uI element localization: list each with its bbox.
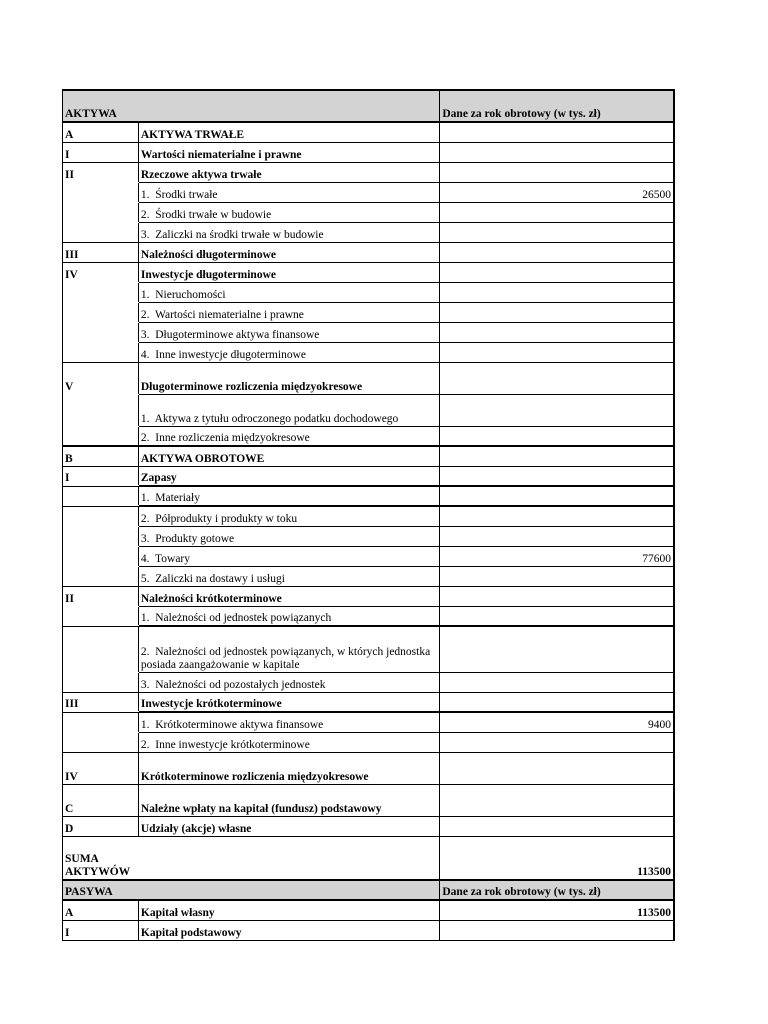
- row-label: Kapitał podstawowy: [139, 921, 441, 940]
- row-code: D: [63, 817, 139, 836]
- row-value: [440, 567, 675, 586]
- row-label: 1. Aktywa z tytułu odroczonego podatku dochodowego: [139, 395, 441, 426]
- row-value: [440, 123, 675, 142]
- pasywa-value-header: Dane za rok obrotowy (w tys. zł): [440, 881, 675, 899]
- row-label: 3. Zaliczki na środki trwałe w budowie: [139, 223, 441, 242]
- row-code: I: [63, 921, 139, 940]
- row-label: Długoterminowe rozliczenia międzyokresowe: [139, 363, 441, 394]
- table-row: [63, 753, 675, 785]
- suma-aktywow-label: SUMA AKTYWÓW: [63, 837, 440, 879]
- row-label: 2. Środki trwałe w budowie: [139, 203, 441, 222]
- row-label: 1. Środki trwałe: [139, 183, 441, 202]
- table-row: [63, 263, 675, 283]
- table-row: [63, 901, 675, 921]
- row-value: 113500: [440, 901, 675, 920]
- row-label: AKTYWA OBROTOWE: [139, 447, 441, 466]
- table-row: [63, 921, 675, 941]
- row-code: [63, 223, 139, 242]
- row-value: [440, 627, 675, 672]
- aktywa-header-row: [63, 91, 675, 123]
- aktywa-header-label: AKTYWA: [63, 91, 440, 121]
- row-code: [63, 607, 139, 625]
- table-row: [63, 183, 675, 203]
- table-row: [63, 713, 675, 733]
- row-label: 1. Krótkoterminowe aktywa finansowe: [139, 713, 441, 732]
- table-row: [63, 487, 675, 507]
- row-label: AKTYWA TRWAŁE: [139, 123, 441, 142]
- row-label: 3. Długoterminowe aktywa finansowe: [139, 323, 441, 342]
- row-value: [440, 203, 675, 222]
- row-code: [63, 283, 139, 302]
- row-code: [63, 567, 139, 586]
- row-code: [63, 395, 139, 426]
- row-label: Krótkoterminowe rozliczenia międzyokresowe: [139, 753, 441, 784]
- row-value: [440, 527, 675, 546]
- table-row: [63, 587, 675, 607]
- row-value: [440, 487, 675, 505]
- row-value: 77600: [440, 547, 675, 566]
- row-label: Kapitał własny: [139, 901, 441, 920]
- row-label: 3. Produkty gotowe: [139, 527, 441, 546]
- row-value: 9400: [440, 713, 675, 732]
- table-row: [63, 693, 675, 713]
- row-label: Inwestycje długoterminowe: [139, 263, 441, 282]
- row-value: [440, 447, 675, 466]
- row-value: [440, 817, 675, 836]
- row-code: III: [63, 243, 139, 262]
- row-code: [63, 713, 139, 732]
- row-label: 4. Towary: [139, 547, 441, 566]
- row-value: [440, 143, 675, 162]
- table-row: [63, 395, 675, 427]
- table-row: [63, 785, 675, 817]
- row-code: B: [63, 447, 139, 466]
- row-value: [440, 223, 675, 242]
- row-value: [440, 733, 675, 752]
- row-value: [440, 263, 675, 282]
- row-code: II: [63, 587, 139, 606]
- row-value: [440, 753, 675, 784]
- row-code: C: [63, 785, 139, 816]
- row-code: [63, 303, 139, 322]
- row-value: [440, 243, 675, 262]
- row-value: [440, 673, 675, 692]
- row-label: 1. Należności od jednostek powiązanych: [139, 607, 441, 625]
- table-row: [63, 733, 675, 753]
- table-row: [63, 163, 675, 183]
- row-value: [440, 283, 675, 302]
- row-value: [440, 395, 675, 426]
- row-code: [63, 323, 139, 342]
- table-row: [63, 527, 675, 547]
- row-label: 4. Inne inwestycje długoterminowe: [139, 343, 441, 362]
- row-code: [63, 343, 139, 362]
- row-code: [63, 733, 139, 752]
- table-row: [63, 427, 675, 447]
- row-value: [440, 921, 675, 940]
- row-code: [63, 547, 139, 566]
- row-label: Wartości niematerialne i prawne: [139, 143, 441, 162]
- row-label: Należności krótkoterminowe: [139, 587, 441, 606]
- pasywa-header-label: PASYWA: [63, 881, 440, 899]
- row-code: A: [63, 901, 139, 920]
- row-code: III: [63, 693, 139, 711]
- row-code: V: [63, 363, 139, 394]
- row-label: 1. Nieruchomości: [139, 283, 441, 302]
- row-value: [440, 343, 675, 362]
- table-row: [63, 817, 675, 837]
- balance-sheet: [62, 89, 675, 941]
- row-value: [440, 363, 675, 394]
- row-value: [440, 587, 675, 606]
- table-row: [63, 547, 675, 567]
- row-label: 2. Inne inwestycje krótkoterminowe: [139, 733, 441, 752]
- row-code: [63, 627, 139, 672]
- row-label: 5. Zaliczki na dostawy i usługi: [139, 567, 441, 586]
- table-row: [63, 567, 675, 587]
- row-label: 1. Materiały: [139, 487, 441, 505]
- table-row: [63, 283, 675, 303]
- table-row: [63, 507, 675, 527]
- row-label: Inwestycje krótkoterminowe: [139, 693, 441, 711]
- row-value: [440, 507, 675, 526]
- row-value: [440, 607, 675, 625]
- row-label: 3. Należności od pozostałych jednostek: [139, 673, 441, 692]
- table-row: [63, 203, 675, 223]
- table-row: [63, 627, 675, 673]
- row-value: [440, 323, 675, 342]
- row-value: 26500: [440, 183, 675, 202]
- table-row: [63, 223, 675, 243]
- table-row: [63, 243, 675, 263]
- table-row: [63, 363, 675, 395]
- row-label: Należne wpłaty na kapitał (fundusz) podstawowy: [139, 785, 441, 816]
- row-code: A: [63, 123, 139, 142]
- table-row: [63, 303, 675, 323]
- row-label: 2. Półprodukty i produkty w toku: [139, 507, 441, 526]
- row-code: IV: [63, 263, 139, 282]
- row-code: [63, 427, 139, 445]
- row-code: [63, 507, 139, 526]
- row-label: 2. Inne rozliczenia międzyokresowe: [139, 427, 441, 445]
- row-value: [440, 785, 675, 816]
- row-code: [63, 487, 139, 505]
- pasywa-header-row: [63, 881, 675, 901]
- row-code: [63, 673, 139, 692]
- row-code: IV: [63, 753, 139, 784]
- table-row: [63, 467, 675, 487]
- row-value: [440, 163, 675, 182]
- row-label: 2. Wartości niematerialne i prawne: [139, 303, 441, 322]
- row-value: [440, 303, 675, 322]
- table-row: [63, 343, 675, 363]
- aktywa-value-header: Dane za rok obrotowy (w tys. zł): [440, 91, 675, 121]
- row-label: 2. Należności od jednostek powiązanych, w których jednostka posiada zaangażowanie w kapitale: [139, 627, 441, 672]
- table-row: [63, 143, 675, 163]
- table-row: [63, 123, 675, 143]
- suma-aktywow-row: [63, 837, 675, 881]
- row-label: Rzeczowe aktywa trwałe: [139, 163, 441, 182]
- row-code: II: [63, 163, 139, 182]
- row-value: [440, 467, 675, 485]
- row-label: Należności długoterminowe: [139, 243, 441, 262]
- row-code: I: [63, 467, 139, 485]
- row-label: Udziały (akcje) własne: [139, 817, 441, 836]
- row-code: I: [63, 143, 139, 162]
- row-code: [63, 527, 139, 546]
- balance-sheet-rows: [62, 89, 675, 941]
- row-label: Zapasy: [139, 467, 441, 485]
- row-code: [63, 183, 139, 202]
- table-row: [63, 447, 675, 467]
- row-code: [63, 203, 139, 222]
- table-row: [63, 673, 675, 693]
- suma-aktywow-value: 113500: [440, 837, 675, 879]
- row-value: [440, 427, 675, 445]
- row-value: [440, 693, 675, 711]
- table-row: [63, 607, 675, 627]
- table-row: [63, 323, 675, 343]
